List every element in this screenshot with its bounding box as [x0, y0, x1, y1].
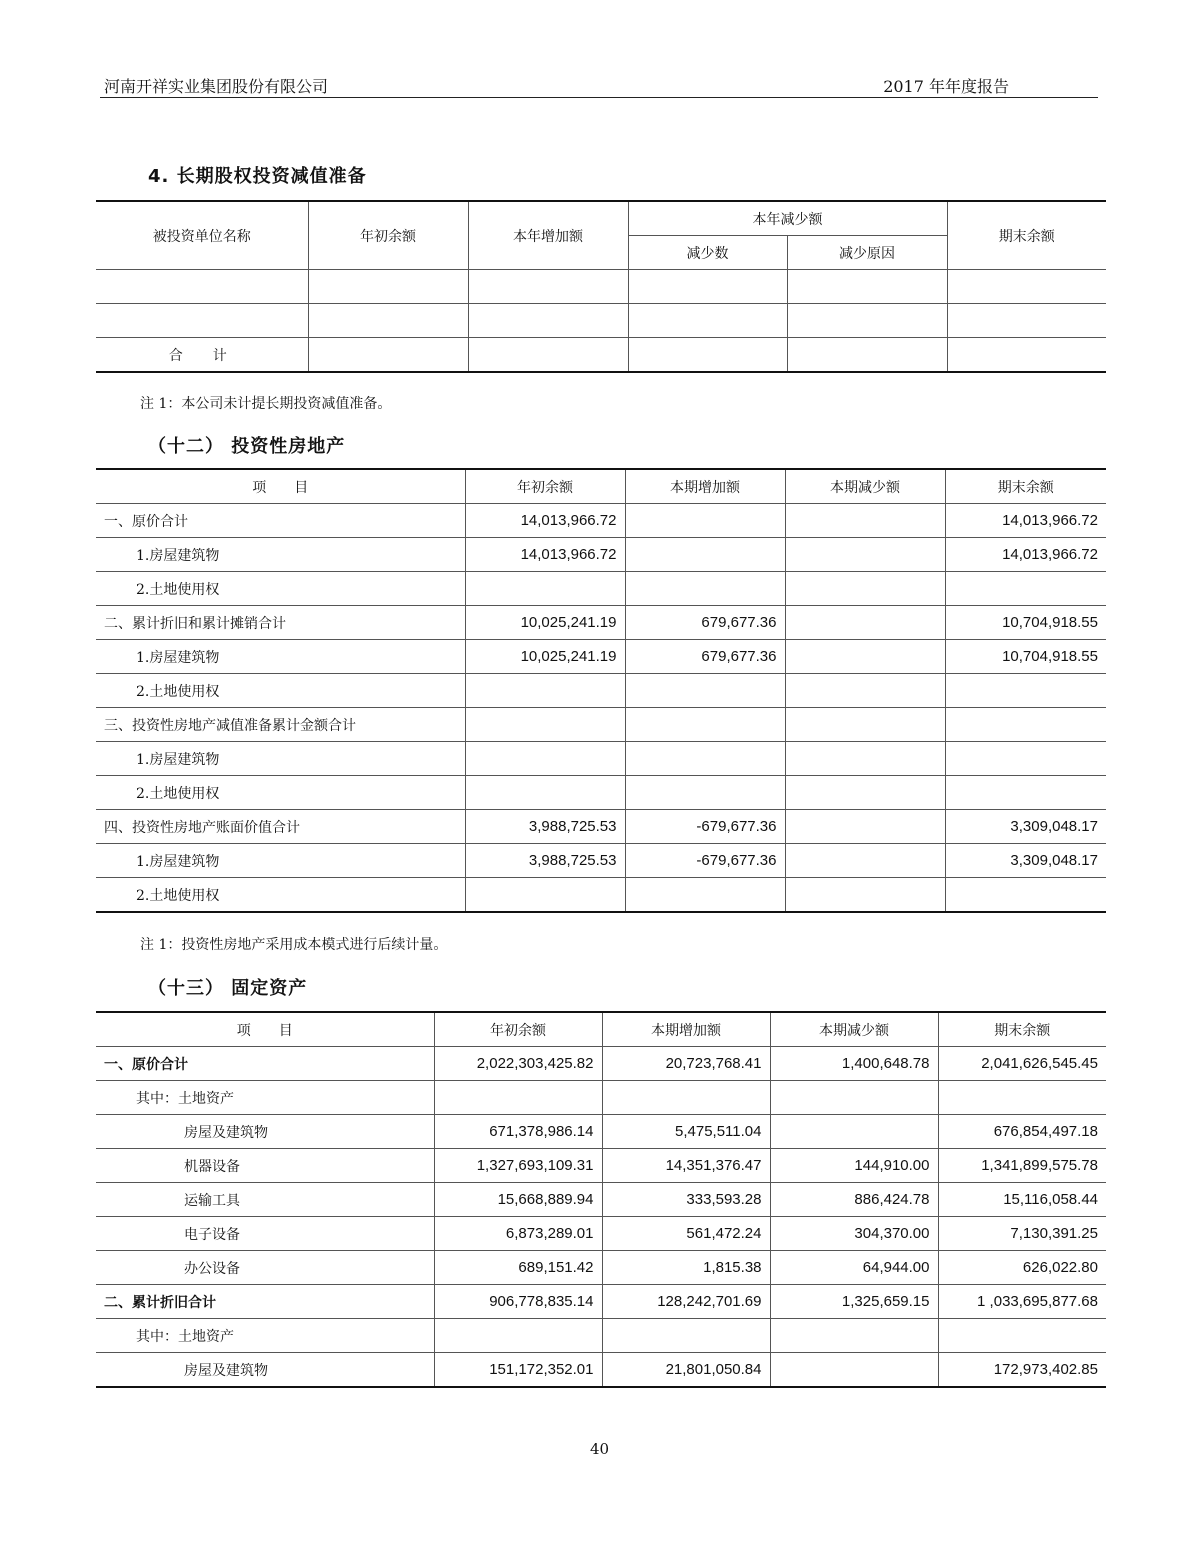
amount-cell: 10,025,241.19 — [465, 606, 625, 640]
header-divider — [100, 97, 1098, 98]
column-header: 本期减少额 — [785, 469, 945, 504]
row-label: 其中：土地资产 — [96, 1081, 434, 1115]
amount-cell — [938, 1081, 1106, 1115]
amount-cell: 671,378,986.14 — [434, 1115, 602, 1149]
table-row — [96, 742, 1106, 776]
amount-cell — [625, 572, 785, 606]
row-label: 2.土地使用权 — [96, 776, 465, 810]
col-investee-name: 被投资单位名称 — [96, 201, 308, 270]
amount-cell: 1,327,693,109.31 — [434, 1149, 602, 1183]
row-label: 2.土地使用权 — [96, 674, 465, 708]
amount-cell — [625, 742, 785, 776]
section-4-note: 注 1：本公司未计提长期投资减值准备。 — [140, 396, 392, 412]
table-row — [96, 606, 1106, 640]
column-header: 年初余额 — [465, 469, 625, 504]
table-row — [96, 1183, 1106, 1217]
col-increase: 本年增加额 — [468, 201, 628, 270]
col-decrease-group: 本年减少额 — [628, 201, 947, 236]
amount-cell — [785, 572, 945, 606]
amount-cell — [785, 776, 945, 810]
table-row — [96, 1251, 1106, 1285]
amount-cell — [938, 1319, 1106, 1353]
report-title: 2017 年年度报告 — [883, 77, 1009, 96]
column-header: 本期减少额 — [770, 1012, 938, 1047]
amount-cell — [465, 776, 625, 810]
amount-cell: 14,351,376.47 — [602, 1149, 770, 1183]
table-row — [96, 1217, 1106, 1251]
row-label: 其中：土地资产 — [96, 1319, 434, 1353]
amount-cell: 2,022,303,425.82 — [434, 1047, 602, 1081]
amount-cell: 1,815.38 — [602, 1251, 770, 1285]
table-row — [96, 776, 1106, 810]
row-label: 房屋及建筑物 — [96, 1353, 434, 1388]
amount-cell: 151,172,352.01 — [434, 1353, 602, 1388]
amount-cell — [465, 708, 625, 742]
row-label: 二、累计折旧和累计摊销合计 — [96, 606, 465, 640]
amount-cell — [625, 878, 785, 913]
amount-cell: 64,944.00 — [770, 1251, 938, 1285]
amount-cell — [945, 742, 1106, 776]
amount-cell: 626,022.80 — [938, 1251, 1106, 1285]
amount-cell — [785, 742, 945, 776]
amount-cell: 10,704,918.55 — [945, 606, 1106, 640]
row-label: 1.房屋建筑物 — [96, 640, 465, 674]
amount-cell: 886,424.78 — [770, 1183, 938, 1217]
column-header: 本期增加额 — [602, 1012, 770, 1047]
amount-cell — [945, 708, 1106, 742]
amount-cell — [602, 1081, 770, 1115]
amount-cell: 3,309,048.17 — [945, 810, 1106, 844]
column-header: 期末余额 — [945, 469, 1106, 504]
section-13-title: （十三） 固定资产 — [148, 978, 308, 999]
table-row — [96, 674, 1106, 708]
amount-cell: 2,041,626,545.45 — [938, 1047, 1106, 1081]
column-header: 项 目 — [96, 1012, 434, 1047]
amount-cell: 1,400,648.78 — [770, 1047, 938, 1081]
amount-cell — [785, 810, 945, 844]
table-row — [96, 572, 1106, 606]
col-end-balance: 期末余额 — [947, 201, 1106, 270]
amount-cell: 20,723,768.41 — [602, 1047, 770, 1081]
amount-cell: 15,116,058.44 — [938, 1183, 1106, 1217]
col-decrease-amount: 减少数 — [628, 236, 787, 270]
amount-cell — [770, 1115, 938, 1149]
row-label: 三、投资性房地产减值准备累计金额合计 — [96, 708, 465, 742]
column-header: 年初余额 — [434, 1012, 602, 1047]
amount-cell: 561,472.24 — [602, 1217, 770, 1251]
table-row — [96, 878, 1106, 913]
row-label: 房屋及建筑物 — [96, 1115, 434, 1149]
section-12-title: （十二） 投资性房地产 — [148, 436, 346, 457]
table-row — [96, 1149, 1106, 1183]
row-label: 2.土地使用权 — [96, 878, 465, 913]
amount-cell: 679,677.36 — [625, 606, 785, 640]
section-12-note: 注 1：投资性房地产采用成本模式进行后续计量。 — [140, 937, 448, 953]
amount-cell — [945, 878, 1106, 913]
amount-cell: 144,910.00 — [770, 1149, 938, 1183]
amount-cell — [465, 742, 625, 776]
col-begin-balance: 年初余额 — [308, 201, 468, 270]
amount-cell: 10,704,918.55 — [945, 640, 1106, 674]
amount-cell — [785, 538, 945, 572]
amount-cell — [785, 606, 945, 640]
amount-cell — [465, 878, 625, 913]
amount-cell — [465, 572, 625, 606]
amount-cell — [625, 538, 785, 572]
row-label: 1.房屋建筑物 — [96, 538, 465, 572]
column-header: 项 目 — [96, 469, 465, 504]
table-row — [96, 1047, 1106, 1081]
row-label: 1.房屋建筑物 — [96, 742, 465, 776]
amount-cell: 689,151.42 — [434, 1251, 602, 1285]
amount-cell: 128,242,701.69 — [602, 1285, 770, 1319]
lt-equity-impairment-table — [96, 200, 1106, 373]
row-label: 运输工具 — [96, 1183, 434, 1217]
table-row — [96, 708, 1106, 742]
fixed-assets-table — [96, 1011, 1106, 1388]
amount-cell: 3,988,725.53 — [465, 810, 625, 844]
amount-cell: 15,668,889.94 — [434, 1183, 602, 1217]
amount-cell: 1,341,899,575.78 — [938, 1149, 1106, 1183]
amount-cell: 6,873,289.01 — [434, 1217, 602, 1251]
amount-cell: 3,309,048.17 — [945, 844, 1106, 878]
col-decrease-reason: 减少原因 — [787, 236, 947, 270]
amount-cell: 304,370.00 — [770, 1217, 938, 1251]
table-row — [96, 1353, 1106, 1388]
total-row — [96, 338, 1106, 373]
amount-cell — [625, 776, 785, 810]
row-label: 四、投资性房地产账面价值合计 — [96, 810, 465, 844]
row-label: 2.土地使用权 — [96, 572, 465, 606]
table-row — [96, 504, 1106, 538]
amount-cell: 14,013,966.72 — [465, 504, 625, 538]
amount-cell: 676,854,497.18 — [938, 1115, 1106, 1149]
amount-cell: 333,593.28 — [602, 1183, 770, 1217]
amount-cell: 21,801,050.84 — [602, 1353, 770, 1388]
amount-cell: -679,677.36 — [625, 844, 785, 878]
amount-cell — [770, 1353, 938, 1388]
section-4-title: 4. 长期股权投资减值准备 — [148, 166, 367, 187]
row-label: 机器设备 — [96, 1149, 434, 1183]
amount-cell: 14,013,966.72 — [945, 504, 1106, 538]
table-row — [96, 270, 1106, 304]
amount-cell — [945, 572, 1106, 606]
amount-cell — [945, 674, 1106, 708]
amount-cell — [785, 640, 945, 674]
amount-cell — [434, 1319, 602, 1353]
amount-cell — [625, 708, 785, 742]
amount-cell — [602, 1319, 770, 1353]
table-row — [96, 844, 1106, 878]
amount-cell — [434, 1081, 602, 1115]
table-row — [96, 810, 1106, 844]
column-header: 本期增加额 — [625, 469, 785, 504]
amount-cell: 5,475,511.04 — [602, 1115, 770, 1149]
investment-property-table — [96, 468, 1106, 913]
row-label: 一、原价合计 — [96, 1047, 434, 1081]
amount-cell — [945, 776, 1106, 810]
row-label: 办公设备 — [96, 1251, 434, 1285]
row-label: 1.房屋建筑物 — [96, 844, 465, 878]
amount-cell: 14,013,966.72 — [465, 538, 625, 572]
amount-cell: 906,778,835.14 — [434, 1285, 602, 1319]
table-row — [96, 538, 1106, 572]
table-row — [96, 1081, 1106, 1115]
amount-cell: 679,677.36 — [625, 640, 785, 674]
page-number: 40 — [589, 1440, 610, 1458]
amount-cell — [785, 504, 945, 538]
table-row — [96, 304, 1106, 338]
amount-cell — [785, 844, 945, 878]
amount-cell — [770, 1319, 938, 1353]
amount-cell — [625, 674, 785, 708]
amount-cell: 14,013,966.72 — [945, 538, 1106, 572]
table-row — [96, 1285, 1106, 1319]
amount-cell — [465, 674, 625, 708]
amount-cell — [625, 504, 785, 538]
amount-cell: -679,677.36 — [625, 810, 785, 844]
row-label: 一、原价合计 — [96, 504, 465, 538]
table-row — [96, 1115, 1106, 1149]
company-name: 河南开祥实业集团股份有限公司 — [104, 77, 329, 96]
amount-cell: 7,130,391.25 — [938, 1217, 1106, 1251]
amount-cell: 172,973,402.85 — [938, 1353, 1106, 1388]
total-label: 合计 — [96, 338, 308, 373]
amount-cell: 10,025,241.19 — [465, 640, 625, 674]
table-row — [96, 640, 1106, 674]
amount-cell: 3,988,725.53 — [465, 844, 625, 878]
amount-cell — [785, 708, 945, 742]
row-label: 电子设备 — [96, 1217, 434, 1251]
amount-cell: 1 ,033,695,877.68 — [938, 1285, 1106, 1319]
row-label: 二、累计折旧合计 — [96, 1285, 434, 1319]
amount-cell — [785, 878, 945, 913]
amount-cell — [785, 674, 945, 708]
amount-cell — [770, 1081, 938, 1115]
column-header: 期末余额 — [938, 1012, 1106, 1047]
table-row — [96, 1319, 1106, 1353]
amount-cell: 1,325,659.15 — [770, 1285, 938, 1319]
